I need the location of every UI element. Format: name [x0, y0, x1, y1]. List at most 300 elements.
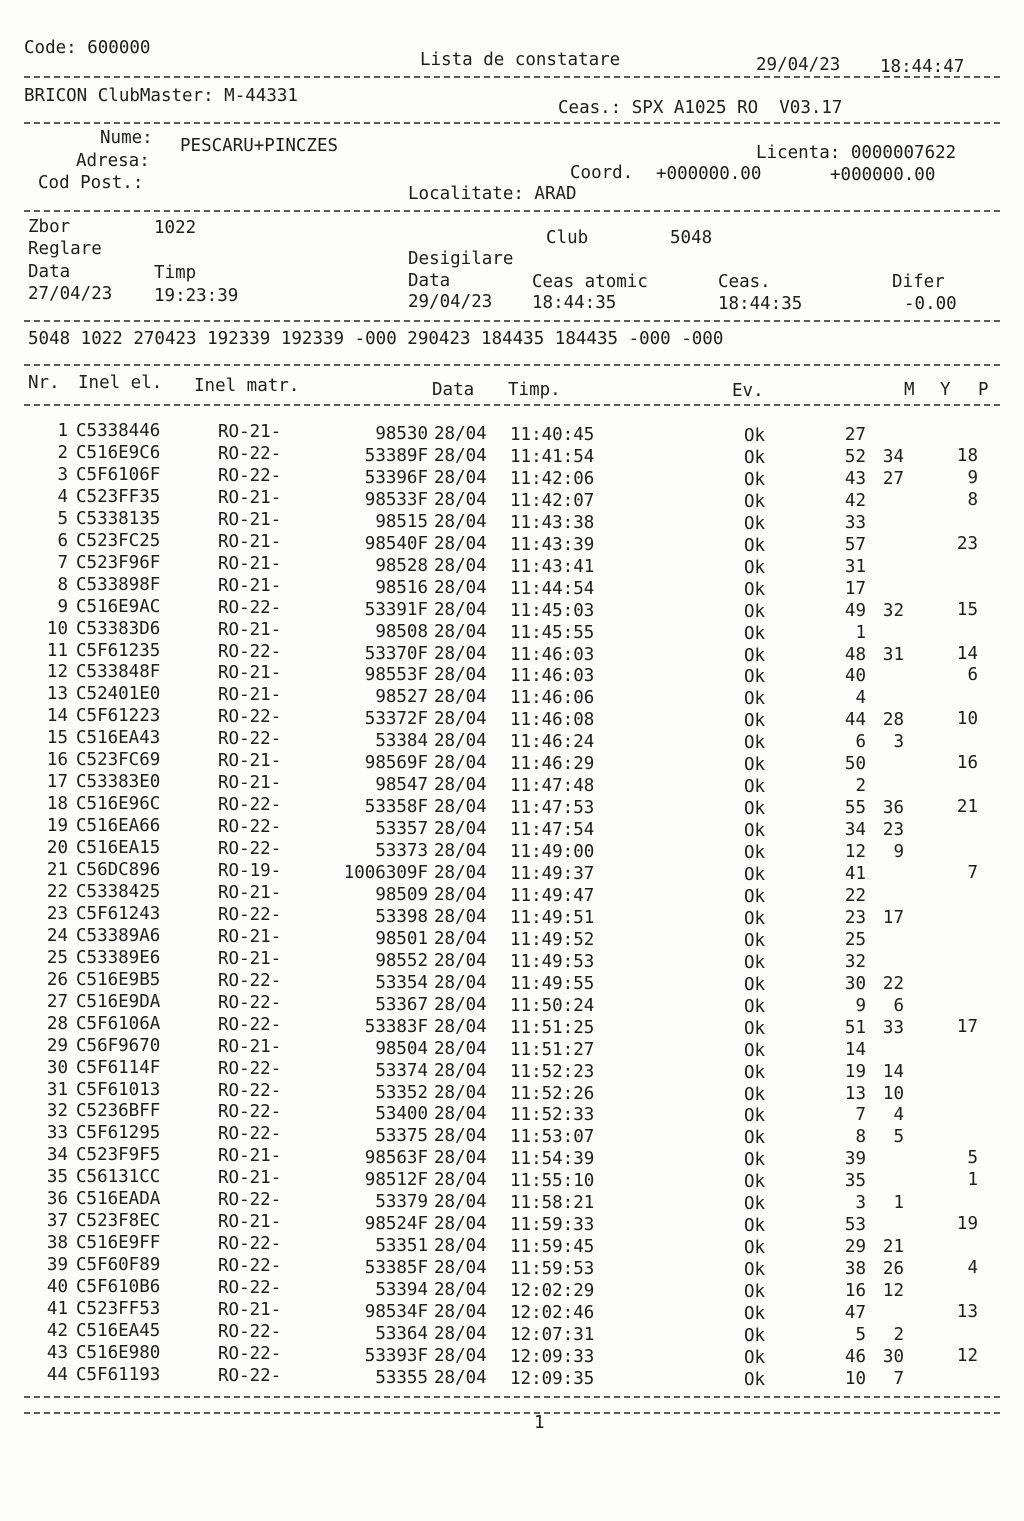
table-row [0, 1145, 1024, 1171]
ring-number: 53355 [375, 1367, 428, 1388]
ring-number: 98512F [364, 1170, 428, 1191]
row-number: 6 [57, 530, 68, 551]
table-row [0, 881, 1024, 907]
arrival-time: 11:40:45 [510, 425, 595, 445]
event-status: Ok [744, 1260, 766, 1281]
event-status: Ok [744, 755, 766, 776]
electronic-ring: C516E9B5 [76, 969, 161, 990]
m-value: 1 [855, 622, 866, 643]
event-status: Ok [744, 469, 766, 490]
electronic-ring: C516E9AC [76, 596, 161, 617]
club-number: 5048 [670, 228, 713, 248]
arrival-date: 28/04 [434, 1258, 487, 1279]
ring-prefix: RO-22- [218, 443, 282, 464]
row-number: 19 [46, 816, 68, 837]
ring-number: 98528 [375, 555, 428, 576]
electronic-ring: C516EA66 [76, 816, 161, 837]
atomic-clock-time: 18:44:35 [532, 293, 617, 313]
postcode-label: Cod Post.: [38, 173, 144, 193]
m-value: 41 [844, 864, 866, 884]
m-value: 51 [844, 1017, 866, 1038]
arrival-time: 11:51:25 [510, 1017, 595, 1038]
event-status: Ok [744, 908, 766, 929]
arrival-date: 28/04 [434, 445, 487, 466]
event-status: Ok [744, 1369, 766, 1390]
m-value: 5 [855, 1324, 866, 1345]
separator [24, 1396, 1000, 1398]
arrival-date: 28/04 [434, 1345, 487, 1366]
electronic-ring: C5F61235 [76, 640, 161, 661]
arrival-date: 28/04 [434, 863, 487, 883]
m-value: 32 [844, 951, 866, 972]
row-number: 42 [46, 1320, 68, 1341]
event-status: Ok [744, 1238, 766, 1259]
electronic-ring: C533848F [76, 662, 161, 683]
event-status: Ok [744, 1172, 766, 1193]
col-header-inel-matr: Inel matr. [194, 376, 300, 396]
row-number: 30 [46, 1057, 68, 1078]
arrival-time: 11:49:53 [510, 951, 595, 972]
ring-prefix: RO-22- [218, 1014, 282, 1035]
row-number: 36 [46, 1189, 68, 1210]
arrival-date: 28/04 [434, 1060, 487, 1081]
ring-prefix: RO-22- [218, 904, 282, 925]
ring-prefix: RO-22- [218, 707, 282, 728]
p-value: 19 [956, 1214, 978, 1235]
event-status: Ok [744, 886, 766, 907]
clock-model: Ceas.: SPX A1025 RO V03.17 [558, 98, 843, 118]
ring-number: 53358F [364, 797, 428, 818]
electronic-ring: C5F61193 [76, 1364, 161, 1385]
m-value: 2 [855, 776, 866, 797]
separator [24, 210, 1000, 212]
y-value: 7 [893, 1368, 904, 1389]
arrival-date: 28/04 [434, 1280, 487, 1301]
table-row [0, 1123, 1024, 1149]
table-row [0, 596, 1024, 622]
row-number: 23 [46, 903, 68, 924]
difference-label: Difer [892, 272, 945, 292]
arrival-date: 28/04 [434, 665, 487, 686]
table-row [0, 530, 1024, 556]
event-status: Ok [744, 579, 766, 600]
arrival-date: 28/04 [434, 753, 487, 774]
arrival-time: 11:42:06 [510, 468, 595, 489]
event-status: Ok [744, 1194, 766, 1215]
arrival-time: 11:42:07 [510, 490, 595, 511]
setting-date: 27/04/23 [28, 284, 113, 304]
arrival-date: 28/04 [434, 424, 487, 444]
arrival-date: 28/04 [434, 1104, 487, 1125]
coord-lon: +000000.00 [830, 165, 936, 185]
ring-prefix: RO-22- [218, 1278, 282, 1299]
arrival-time: 11:43:38 [510, 512, 595, 533]
col-header-nr: Nr. [28, 373, 60, 393]
electronic-ring: C5338425 [76, 881, 161, 902]
ring-number: 53385F [364, 1258, 428, 1279]
ring-prefix: RO-21- [218, 663, 282, 684]
ring-number: 98515 [375, 511, 428, 532]
row-number: 8 [57, 574, 68, 595]
electronic-ring: C56DC896 [76, 860, 161, 880]
table-row [0, 442, 1024, 468]
row-number: 31 [46, 1079, 68, 1100]
ring-prefix: RO-21- [218, 1146, 282, 1167]
arrival-time: 11:46:08 [510, 710, 595, 731]
y-value: 10 [882, 1083, 904, 1104]
y-value: 32 [882, 600, 904, 621]
ring-prefix: RO-22- [218, 465, 282, 486]
row-number: 29 [46, 1035, 68, 1056]
arrival-date: 28/04 [434, 731, 487, 752]
event-status: Ok [744, 843, 766, 864]
ring-number: 98553F [364, 665, 428, 686]
arrival-time: 11:52:26 [510, 1083, 595, 1104]
row-number: 41 [46, 1299, 68, 1319]
arrival-date: 28/04 [434, 599, 487, 620]
ring-prefix: RO-22- [218, 1080, 282, 1101]
event-status: Ok [744, 1325, 766, 1346]
print-date: 29/04/23 [756, 55, 841, 75]
p-value: 18 [956, 445, 978, 466]
ring-prefix: RO-22- [218, 795, 282, 816]
col-header-m: M [904, 380, 915, 400]
col-header-timp: Timp. [508, 380, 561, 400]
row-number: 5 [57, 508, 68, 529]
ring-prefix: RO-22- [218, 1234, 282, 1255]
arrival-date: 28/04 [434, 1016, 487, 1037]
row-number: 28 [46, 1013, 68, 1034]
table-row [0, 903, 1024, 929]
table-row [0, 991, 1024, 1017]
row-number: 35 [46, 1167, 68, 1188]
event-status: Ok [744, 974, 766, 995]
electronic-ring: C516EADA [76, 1189, 161, 1210]
ring-prefix: RO-22- [218, 729, 282, 750]
table-row [0, 1035, 1024, 1061]
event-status: Ok [744, 447, 766, 468]
p-value: 9 [967, 467, 978, 488]
table-row [0, 1211, 1024, 1237]
event-status: Ok [744, 1062, 766, 1083]
ring-prefix: RO-22- [218, 1365, 282, 1386]
m-value: 23 [844, 907, 866, 928]
row-number: 11 [46, 640, 68, 661]
electronic-ring: C523F96F [76, 552, 161, 573]
arrival-time: 11:53:07 [510, 1127, 595, 1148]
ring-prefix: RO-21- [218, 422, 282, 442]
event-status: Ok [744, 513, 766, 534]
arrival-date: 28/04 [434, 489, 487, 510]
ring-number: 53367 [375, 994, 428, 1015]
arrival-time: 12:07:31 [510, 1324, 595, 1345]
setting-label: Reglare [28, 239, 102, 259]
electronic-ring: C52401E0 [76, 684, 161, 705]
arrival-date: 28/04 [434, 797, 487, 818]
m-value: 6 [855, 732, 866, 753]
license: Licenta: 0000007622 [756, 143, 957, 163]
m-value: 52 [844, 446, 866, 467]
arrival-time: 11:41:54 [510, 446, 595, 467]
col-header-inel-el: Inel el. [78, 373, 163, 393]
event-status: Ok [744, 535, 766, 556]
arrival-date: 28/04 [434, 555, 487, 576]
clock-time: 18:44:35 [718, 294, 803, 314]
row-number: 10 [46, 618, 68, 639]
y-value: 36 [882, 798, 904, 819]
arrival-time: 11:52:23 [510, 1061, 595, 1082]
ring-prefix: RO-22- [218, 1256, 282, 1277]
col-header-data: Data [432, 380, 475, 400]
arrival-time: 11:47:48 [510, 776, 595, 797]
locality: Localitate: ARAD [408, 184, 577, 204]
row-number: 39 [46, 1255, 68, 1276]
arrival-time: 11:59:45 [510, 1237, 595, 1258]
m-value: 38 [844, 1259, 866, 1280]
p-value: 7 [967, 863, 978, 883]
table-row [0, 1364, 1024, 1390]
ring-prefix: RO-22- [218, 1343, 282, 1364]
p-value: 10 [956, 709, 978, 730]
arrival-time: 11:47:54 [510, 820, 595, 841]
table-row [0, 1277, 1024, 1303]
y-value: 4 [893, 1105, 904, 1126]
electronic-ring: C523FF53 [76, 1299, 161, 1319]
ring-prefix: RO-22- [218, 992, 282, 1013]
m-value: 19 [844, 1061, 866, 1082]
table-row [0, 1079, 1024, 1105]
arrival-time: 11:49:00 [510, 842, 595, 863]
ring-number: 53374 [375, 1060, 428, 1081]
arrival-time: 11:54:39 [510, 1149, 595, 1170]
p-value: 5 [967, 1148, 978, 1169]
electronic-ring: C53383D6 [76, 618, 161, 639]
separator [24, 1412, 1000, 1414]
m-value: 33 [844, 512, 866, 533]
y-value: 14 [882, 1061, 904, 1082]
p-value: 8 [967, 489, 978, 510]
m-value: 14 [844, 1039, 866, 1060]
y-value: 5 [893, 1127, 904, 1148]
ring-number: 53364 [375, 1323, 428, 1344]
ring-number: 53372F [364, 709, 428, 730]
event-status: Ok [744, 645, 766, 666]
event-status: Ok [744, 689, 766, 710]
electronic-ring: C5236BFF [76, 1101, 161, 1122]
y-value: 22 [882, 973, 904, 994]
table-row [0, 1299, 1024, 1324]
flight-number: 1022 [154, 218, 197, 238]
p-value: 12 [956, 1345, 978, 1366]
m-value: 10 [844, 1368, 866, 1389]
table-row [0, 816, 1024, 842]
arrival-time: 11:44:54 [510, 578, 595, 599]
row-number: 13 [46, 684, 68, 705]
ring-prefix: RO-21- [218, 575, 282, 596]
m-value: 4 [855, 688, 866, 709]
y-value: 33 [882, 1017, 904, 1038]
arrival-date: 28/04 [434, 1192, 487, 1213]
y-value: 23 [882, 820, 904, 841]
m-value: 39 [844, 1149, 866, 1170]
ring-number: 53375 [375, 1126, 428, 1147]
ring-prefix: RO-21- [218, 1036, 282, 1057]
m-value: 40 [844, 666, 866, 687]
table-row [0, 618, 1024, 644]
flight-code-line: 5048 1022 270423 192339 192339 -000 290423 184435 184435 -000 -000 [28, 329, 724, 349]
event-status: Ok [744, 1282, 766, 1303]
ring-prefix: RO-21- [218, 487, 282, 508]
y-value: 9 [893, 842, 904, 863]
ring-prefix: RO-22- [218, 1124, 282, 1145]
electronic-ring: C523FF35 [76, 486, 161, 507]
ring-number: 1006309F [343, 863, 428, 883]
ring-number: 98509 [375, 884, 428, 905]
table-row [0, 464, 1024, 490]
setting-time: 19:23:39 [154, 286, 239, 306]
m-value: 30 [844, 973, 866, 994]
ring-prefix: RO-21- [218, 531, 282, 552]
event-status: Ok [744, 996, 766, 1017]
arrival-time: 11:49:51 [510, 907, 595, 928]
ring-prefix: RO-21- [218, 926, 282, 947]
print-time: 18:44:47 [880, 57, 965, 77]
unsealing-label: Desigilare [408, 249, 514, 269]
ring-number: 53394 [375, 1280, 428, 1301]
electronic-ring: C5338135 [76, 508, 161, 529]
arrival-date: 28/04 [434, 928, 487, 949]
p-value: 23 [956, 533, 978, 554]
arrival-date: 28/04 [434, 884, 487, 905]
table-row [0, 574, 1024, 600]
y-value: 21 [882, 1237, 904, 1258]
arrival-time: 12:02:29 [510, 1281, 595, 1302]
p-value: 14 [956, 643, 978, 664]
ring-prefix: RO-21- [218, 948, 282, 969]
row-number: 17 [46, 772, 68, 793]
arrival-time: 12:09:35 [510, 1368, 595, 1389]
y-value: 30 [882, 1346, 904, 1367]
table-row [0, 552, 1024, 578]
row-number: 15 [46, 728, 68, 749]
address-label: Adresa: [76, 151, 150, 171]
arrival-date: 28/04 [434, 621, 487, 642]
ring-prefix: RO-22- [218, 1102, 282, 1123]
event-status: Ok [744, 491, 766, 512]
arrival-time: 11:46:03 [510, 644, 595, 665]
table-row [0, 1101, 1024, 1127]
arrival-time: 11:52:33 [510, 1105, 595, 1126]
ring-prefix: RO-21- [218, 509, 282, 530]
p-value: 17 [956, 1016, 978, 1037]
ring-number: 98504 [375, 1038, 428, 1059]
arrival-time: 11:49:47 [510, 885, 595, 906]
electronic-ring: C5F6114F [76, 1057, 161, 1078]
club-master: BRICON ClubMaster: M-44331 [24, 86, 298, 106]
document-title: Lista de constatare [420, 50, 621, 70]
ring-prefix: RO-22- [218, 597, 282, 618]
electronic-ring: C53383E0 [76, 772, 161, 793]
arrival-date: 28/04 [434, 950, 487, 971]
m-value: 13 [844, 1083, 866, 1104]
electronic-ring: C523FC25 [76, 530, 161, 551]
m-value: 17 [844, 578, 866, 599]
event-status: Ok [744, 426, 766, 446]
y-value: 31 [882, 644, 904, 665]
m-value: 44 [844, 710, 866, 731]
m-value: 55 [844, 798, 866, 819]
arrival-time: 11:45:03 [510, 600, 595, 621]
m-value: 35 [844, 1171, 866, 1192]
electronic-ring: C5338446 [76, 421, 161, 441]
ring-number: 53351 [375, 1236, 428, 1257]
arrival-time: 11:46:03 [510, 666, 595, 687]
arrival-date: 28/04 [434, 972, 487, 993]
row-number: 18 [46, 794, 68, 815]
row-number: 25 [46, 947, 68, 968]
electronic-ring: C5F61013 [76, 1079, 161, 1100]
arrival-time: 11:51:27 [510, 1039, 595, 1060]
ring-prefix: RO-22- [218, 1058, 282, 1079]
arrival-time: 11:49:52 [510, 929, 595, 950]
arrival-date: 28/04 [434, 994, 487, 1015]
row-number: 33 [46, 1123, 68, 1144]
ring-number: 53370F [364, 643, 428, 664]
table-row [0, 640, 1024, 666]
event-status: Ok [744, 799, 766, 820]
y-value: 26 [882, 1259, 904, 1280]
row-number: 20 [46, 838, 68, 859]
arrival-time: 11:49:37 [510, 864, 595, 884]
m-value: 48 [844, 644, 866, 665]
electronic-ring: C5F61223 [76, 706, 161, 727]
difference-value: -0.00 [904, 294, 957, 314]
row-number: 44 [46, 1364, 68, 1385]
event-status: Ok [744, 1150, 766, 1171]
col-header-y: Y [940, 380, 951, 400]
m-value: 8 [855, 1127, 866, 1148]
table-row [0, 1255, 1024, 1281]
event-status: Ok [744, 623, 766, 644]
ring-prefix: RO-21- [218, 685, 282, 706]
y-value: 17 [882, 907, 904, 928]
separator [24, 76, 1000, 78]
table-row [0, 1189, 1024, 1215]
table-row [0, 772, 1024, 798]
ring-number: 53357 [375, 819, 428, 840]
m-value: 49 [844, 600, 866, 621]
table-row [0, 486, 1024, 512]
electronic-ring: C5F61243 [76, 903, 161, 924]
name-label: Nume: [100, 128, 153, 148]
electronic-ring: C53389E6 [76, 947, 161, 968]
arrival-time: 11:46:06 [510, 688, 595, 709]
arrival-date: 28/04 [434, 643, 487, 664]
row-number: 34 [46, 1145, 68, 1166]
ring-prefix: RO-21- [218, 619, 282, 640]
arrival-time: 11:43:39 [510, 534, 595, 555]
arrival-time: 11:50:24 [510, 995, 595, 1016]
p-value: 16 [956, 753, 978, 774]
code-label: Code: 600000 [24, 38, 151, 58]
setting-date-label: Data [28, 262, 71, 282]
row-number: 22 [46, 881, 68, 902]
arrival-date: 28/04 [434, 511, 487, 532]
table-row [0, 1320, 1024, 1346]
arrival-date: 28/04 [434, 775, 487, 796]
table-row [0, 838, 1024, 864]
ring-number: 53398 [375, 906, 428, 927]
